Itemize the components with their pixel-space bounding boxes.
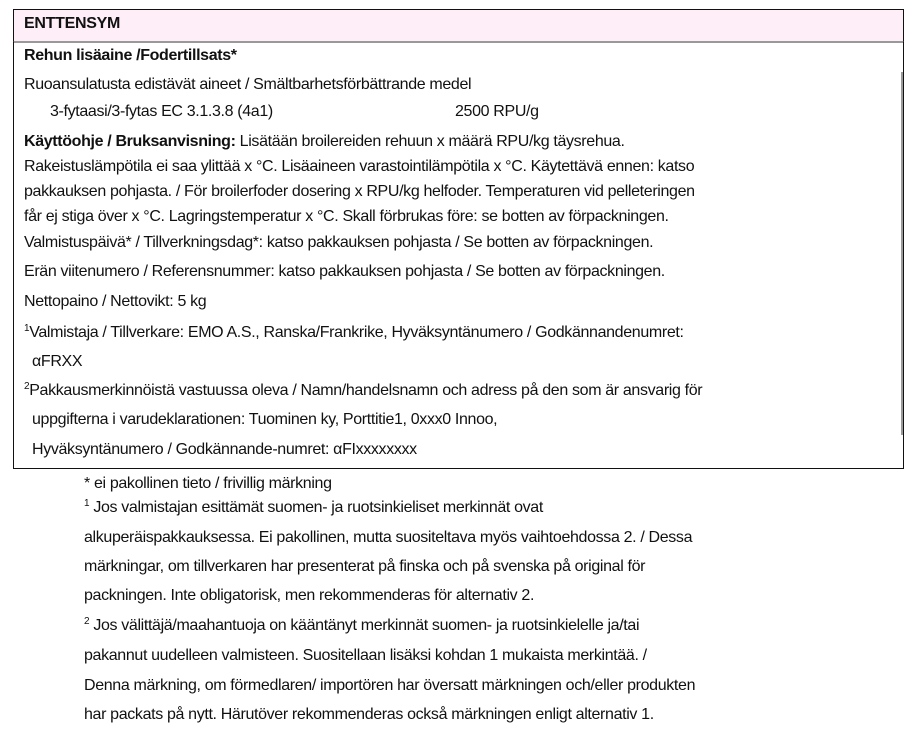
additive-heading: Rehun lisäaine /Fodertillsats*	[24, 47, 237, 64]
additive-category: Ruoansulatusta edistävät aineet / Smältbarhetsförbättrande medel	[24, 76, 472, 93]
footnote-1-line-2: alkuperäispakkauksessa. Ei pakollinen, mutta suositeltava myös vaihtoehdossa 2. / Dessa	[84, 529, 693, 546]
manufacturer-text: Valmistaja / Tillverkare: EMO A.S., Ranska/Frankrike, Hyväksyntänumero / Godkännandenumret:	[29, 324, 684, 341]
footnote-1-line-4: packningen. Inte obligatorisk, men rekommenderas för alternativ 2.	[84, 587, 535, 604]
usage-line-1	[24, 132, 625, 152]
ingredient-name: 3-fytaasi/3-fytas EC 3.1.3.8 (4a1)	[50, 103, 273, 120]
footnote-marker: 2	[24, 381, 30, 392]
responsible-line-3: Hyväksyntänumero / Godkännande-numret: αFIxxxxxxxx	[32, 441, 417, 458]
ingredient-amount: 2500 RPU/g	[455, 103, 539, 120]
footnote-optional: * ei pakollinen tieto / frivillig märkning	[84, 475, 332, 492]
responsible-line-1	[24, 381, 702, 401]
net-weight: Nettopaino / Nettovikt: 5 kg	[24, 293, 207, 310]
footnote-2-line-4: har packats på nytt. Härutöver rekommenderas också märkningen enligt alternativ 1.	[84, 706, 654, 723]
footnote-2-line-3: Denna märkning, om förmedlaren/ importören har översatt märkningen och/eller produkten	[84, 677, 696, 694]
footnote-2-line-1	[84, 616, 639, 636]
usage-line-3: pakkauksen pohjasta. / För broilerfoder dosering x RPU/kg helfoder. Temperaturen vid pelleteringen	[24, 183, 695, 200]
responsible-line-2: uppgifterna i varudeklarationen: Tuominen ky, Porttitie1, 0xxx0 Innoo,	[32, 411, 498, 428]
footnote-marker: 2	[84, 616, 90, 627]
footnote-1-line-3: märkningar, om tillverkaren har presenterat på finska och på svenska på original för	[84, 558, 646, 575]
box-right-rule	[901, 72, 903, 435]
usage-line-4: får ej stiga över x °C. Lagringstemperatur x °C. Skall förbrukas före: se botten av förpackningen.	[24, 208, 669, 225]
reference-number: Erän viitenumero / Referensnummer: katso pakkauksen pohjasta / Se botten av förpackningen.	[24, 263, 665, 280]
usage-label: Käyttöohje / Bruksanvisning:	[24, 133, 236, 150]
footnote-1-line-1	[84, 498, 543, 518]
footnote-2-line-2: pakannut uudelleen valmisteen. Suositellaan lisäksi kohdan 1 mukaista merkintää. /	[84, 647, 647, 664]
header-bar	[13, 9, 904, 43]
manufacturer-approval: αFRXX	[32, 353, 83, 370]
manufacture-date: Valmistuspäivä* / Tillverkningsdag*: katso pakkauksen pohjasta / Se botten av förpackningen.	[24, 234, 654, 251]
footnote-2-text: Jos välittäjä/maahantuoja on kääntänyt merkinnät suomen- ja ruotsinkielelle ja/tai	[89, 617, 640, 634]
footnote-marker: 1	[24, 323, 30, 334]
manufacturer-line-1	[24, 323, 684, 343]
responsible-text: Pakkausmerkinnöistä vastuussa oleva / Namn/handelsnamn och adress på den som är ansvarig för	[29, 382, 703, 399]
usage-text: Lisätään broilereiden rehuun x määrä RPU/kg täysrehua.	[235, 133, 625, 150]
usage-line-2: Rakeistuslämpötila ei saa ylittää x °C. Lisäaineen varastointilämpötila x °C. Käytettävä ennen: katso	[24, 158, 695, 175]
footnote-1-text: Jos valmistajan esittämät suomen- ja ruotsinkieliset merkinnät ovat	[89, 499, 543, 516]
footnote-marker: 1	[84, 498, 90, 509]
product-title: ENTTENSYM	[24, 15, 120, 32]
